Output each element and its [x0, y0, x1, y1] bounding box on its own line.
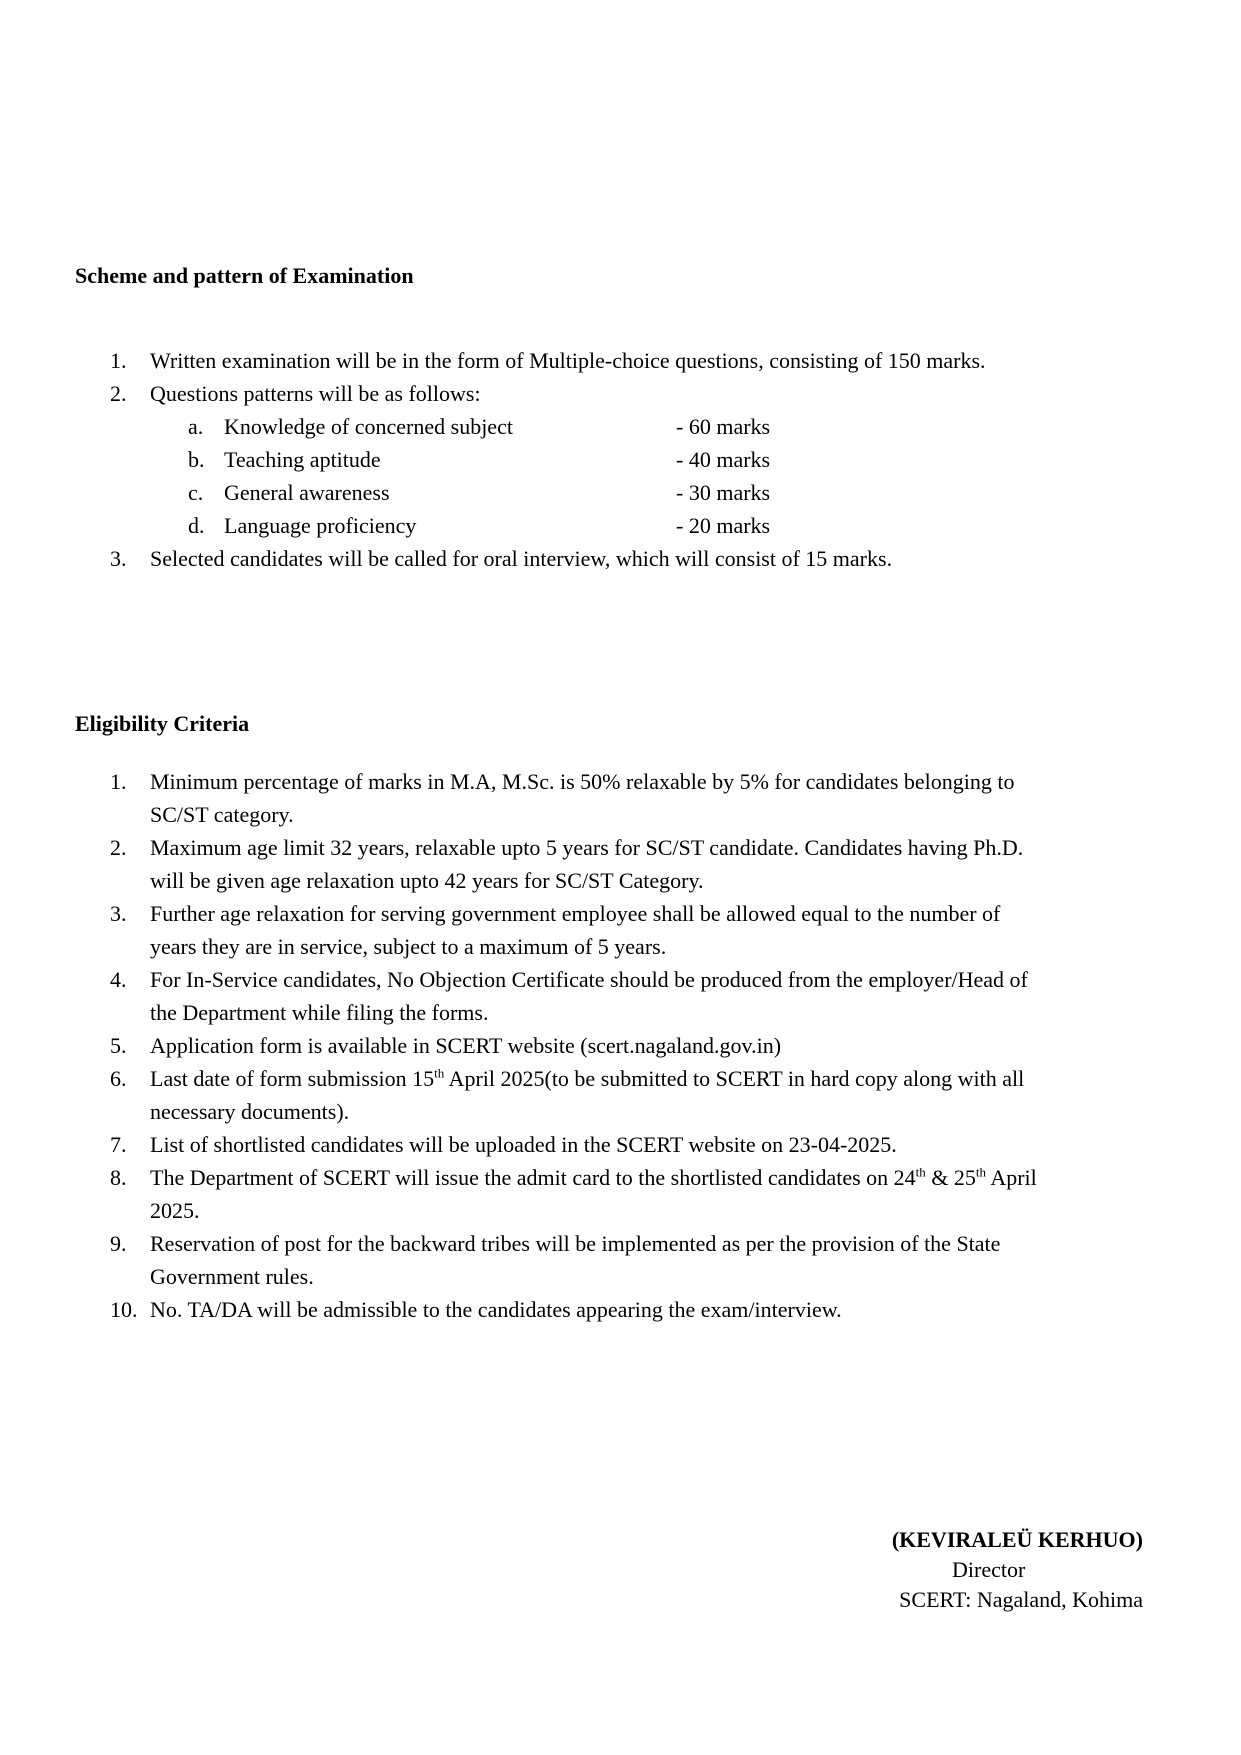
item-text: No. TA/DA will be admissible to the candidates appearing the exam/interview.	[150, 1297, 842, 1322]
ordinal-suffix: th	[434, 1065, 445, 1081]
item-text-continued: SC/ST category.	[150, 802, 294, 827]
ordinal-suffix: th	[915, 1164, 926, 1180]
signatory-title: Director	[952, 1557, 1026, 1582]
item-text: List of shortlisted candidates will be uploaded in the SCERT website on 23-04-2025.	[150, 1132, 897, 1157]
subitem-marks: - 40 marks	[676, 447, 771, 472]
item-text-part: Last date of form submission 15	[150, 1066, 435, 1091]
subitem-text: General awareness	[224, 480, 390, 505]
item-text: Further age relaxation for serving government employee shall be allowed equal to the number of	[150, 901, 1001, 926]
item-number: 1.	[110, 348, 127, 373]
item-number: 8.	[110, 1165, 127, 1190]
subitem-marks: - 30 marks	[676, 480, 771, 505]
item-text-continued: 2025.	[150, 1198, 200, 1223]
ordinal-suffix: th	[975, 1164, 987, 1180]
item-text-continued: years they are in service, subject to a maximum of 5 years.	[150, 934, 667, 959]
subitem-text: Language proficiency	[224, 513, 417, 538]
item-text	[150, 1161, 1037, 1194]
item-text-part: April 2025(to be submitted to SCERT in hard copy along with all	[444, 1066, 1025, 1091]
item-number: 1.	[110, 769, 127, 794]
signatory-name: (KEVIRALEÜ KERHUO)	[891, 1527, 1143, 1552]
item-number: 3.	[110, 546, 127, 571]
item-number: 7.	[110, 1132, 127, 1157]
item-number: 6.	[110, 1066, 127, 1091]
item-number: 9.	[110, 1231, 127, 1256]
item-text-continued: the Department while filing the forms.	[150, 1000, 489, 1025]
item-text-continued: necessary documents).	[150, 1099, 350, 1124]
item-text: Questions patterns will be as follows:	[150, 381, 481, 406]
scheme-heading: Scheme and pattern of Examination	[75, 263, 414, 288]
subitem-text: Knowledge of concerned subject	[224, 414, 513, 439]
item-text: Application form is available in SCERT website (scert.nagaland.gov.in)	[150, 1033, 782, 1058]
item-text-continued: Government rules.	[150, 1264, 314, 1289]
subitem-letter: d.	[188, 513, 205, 538]
subitem-marks: - 20 marks	[676, 513, 771, 538]
item-text	[150, 1062, 1024, 1095]
item-text-part: & 25	[925, 1165, 976, 1190]
item-number: 10.	[110, 1297, 138, 1322]
subitem-text: Teaching aptitude	[224, 447, 381, 472]
subitem-marks: - 60 marks	[676, 414, 771, 439]
item-number: 2.	[110, 835, 127, 860]
subitem-letter: a.	[188, 414, 204, 439]
subitem-letter: b.	[188, 447, 205, 472]
item-number: 3.	[110, 901, 127, 926]
item-number: 5.	[110, 1033, 127, 1058]
item-text-continued: will be given age relaxation upto 42 years for SC/ST Category.	[150, 868, 704, 893]
item-text: Reservation of post for the backward tribes will be implemented as per the provision of the State	[150, 1231, 1001, 1256]
item-text-part: April	[986, 1165, 1037, 1190]
subitem-letter: c.	[188, 480, 204, 505]
signatory-office: SCERT: Nagaland, Kohima	[899, 1587, 1143, 1612]
item-text: Minimum percentage of marks in M.A, M.Sc. is 50% relaxable by 5% for candidates belonging to	[150, 769, 1015, 794]
item-text: Selected candidates will be called for oral interview, which will consist of 15 marks.	[150, 546, 893, 571]
item-number: 4.	[110, 967, 127, 992]
item-text: Maximum age limit 32 years, relaxable upto 5 years for SC/ST candidate. Candidates having Ph.D.	[150, 835, 1024, 860]
item-text: For In-Service candidates, No Objection Certificate should be produced from the employer/Head of	[150, 967, 1028, 992]
item-text-part: The Department of SCERT will issue the admit card to the shortlisted candidates on 24	[150, 1165, 916, 1190]
item-number: 2.	[110, 381, 127, 406]
eligibility-heading: Eligibility Criteria	[75, 711, 250, 736]
item-text: Written examination will be in the form of Multiple-choice questions, consisting of 150 marks.	[150, 348, 986, 373]
